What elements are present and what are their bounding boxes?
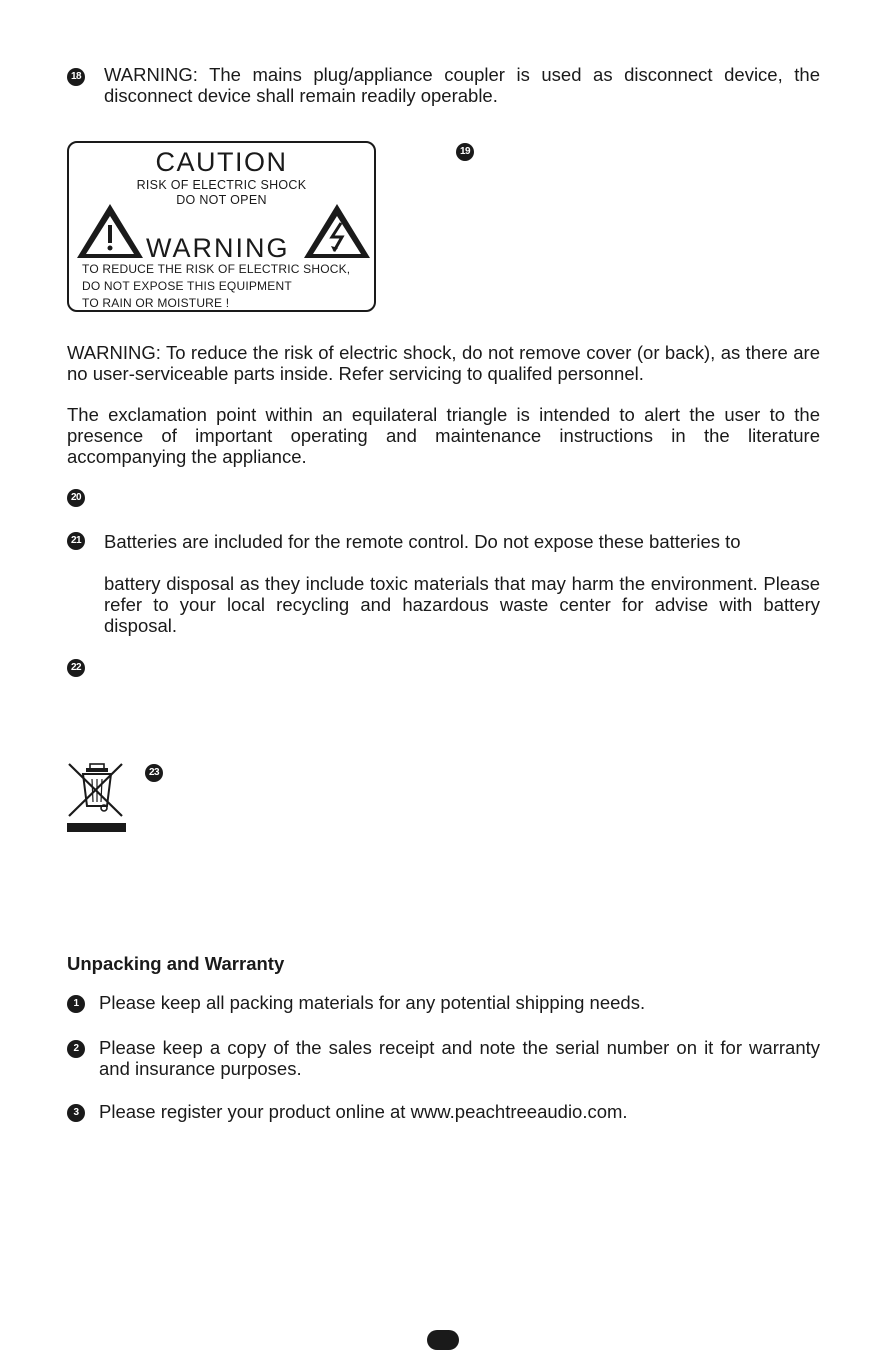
crossed-out-wheelie-bin-icon bbox=[66, 762, 128, 834]
unpacking-item-number-3: 3 bbox=[67, 1104, 85, 1122]
exclamation-triangle-icon bbox=[74, 201, 146, 261]
caution-subtitle-2: DO NOT OPEN bbox=[176, 193, 267, 207]
caution-line-1: TO REDUCE THE RISK OF ELECTRIC SHOCK, bbox=[82, 262, 351, 276]
unpacking-item-number-2: 2 bbox=[67, 1040, 85, 1058]
caution-warning-word: WARNING bbox=[146, 233, 290, 263]
lightning-triangle-icon bbox=[301, 201, 373, 261]
caution-title: CAUTION bbox=[155, 147, 288, 177]
unpacking-item-1-text: Please keep all packing materials for any potential shipping needs. bbox=[99, 992, 646, 1013]
page-number-pill bbox=[427, 1330, 459, 1350]
unpacking-item-3-text: Please register your product online at www.peachtreeaudio.com. bbox=[99, 1101, 628, 1122]
item-number-23: 23 bbox=[145, 764, 163, 782]
caution-line-2: DO NOT EXPOSE THIS EQUIPMENT bbox=[82, 279, 292, 293]
exclamation-paragraph: The exclamation point within an equilateral triangle is intended to alert the user to the presence of important operating and maintenance instructions in the literature accompanying the appliance. bbox=[67, 404, 820, 467]
caution-label bbox=[67, 141, 376, 312]
item-number-22: 22 bbox=[67, 659, 85, 677]
item-number-21: 21 bbox=[67, 532, 85, 550]
item-21-text-continued: battery disposal as they include toxic materials that may harm the environment. Please refer to your local recycling and hazardous waste center for advise with battery disposal. bbox=[104, 573, 820, 636]
unpacking-item-2-text: Please keep a copy of the sales receipt and note the serial number on it for warranty and insurance purposes. bbox=[99, 1037, 820, 1079]
warning-paragraph: WARNING: To reduce the risk of electric shock, do not remove cover (or back), as there are no user-serviceable parts inside. Refer servicing to qualifed personnel. bbox=[67, 342, 820, 384]
caution-subtitle-1: RISK OF ELECTRIC SHOCK bbox=[136, 178, 307, 192]
unpacking-item-number-1: 1 bbox=[67, 995, 85, 1013]
caution-line-3: TO RAIN OR MOISTURE ! bbox=[82, 296, 230, 310]
item-number-18: 18 bbox=[67, 68, 85, 86]
unpacking-warranty-heading: Unpacking and Warranty bbox=[67, 953, 285, 974]
item-21-text-line-1: Batteries are included for the remote control. Do not expose these batteries to bbox=[104, 531, 741, 552]
item-18-text: WARNING: The mains plug/appliance coupler is used as disconnect device, the disconnect device shall remain readily operable. bbox=[104, 64, 820, 106]
item-number-19: 19 bbox=[456, 143, 474, 161]
item-number-20: 20 bbox=[67, 489, 85, 507]
